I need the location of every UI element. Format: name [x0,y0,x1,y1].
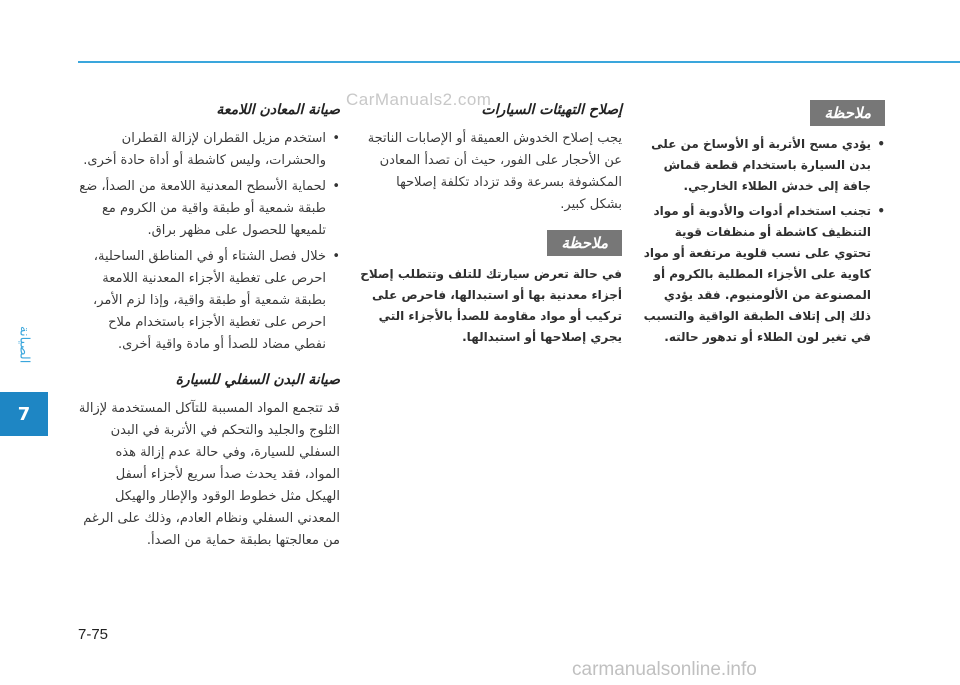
bullet-item: • لحماية الأسطح المعدنية اللامعة من الصدأ، ضع طبقة شمعية أو طبقة واقية من الكروم مع تلميعها للحصول على مظهر براق. [78,176,340,242]
top-divider [78,61,960,63]
side-strip [0,0,48,685]
watermark-bottom: carmanualsonline.info [572,659,757,680]
section-paragraph: يجب إصلاح الخدوش العميقة أو الإصابات الناتجة عن الأحجار على الفور، حيث أن تصدأ المعادن المكشوفة بسرعة وقد تزداد تكلفة إصلاحها بشكل كبير. [367,131,622,212]
section-heading: صيانة المعادن اللامعة [216,102,340,118]
section-heading-2: صيانة البدن السفلي للسيارة [175,372,340,388]
section-heading: إصلاح التهيئات السيارات [481,102,622,118]
side-section-label: الصيانة [16,326,32,364]
left-column [78,100,340,552]
note-text: في حالة تعرض سيارتك للتلف وتتطلب إصلاح أجزاء معدنية بها أو استبدالها، فاحرص على تركيب أو مواد مقاومة للصدأ بالأجزاء التي يجري إصلاحها أو استبدالها. [360,267,622,344]
right-column [640,100,885,352]
bullet-item: • يؤدي مسح الأتربة أو الأوساخ من على بدن السيارة باستخدام قطعة قماش جافة إلى خدش الطلاء الخارجي. [640,134,885,197]
bullet-item: • خلال فصل الشتاء أو في المناطق الساحلية، احرص على تغطية الأجزاء المعدنية اللامعة بطبقة شمعية أو طبقة واقية، وإذا لزم الأمر، احرص على تغطية الأجزاء باستخدام ملاح نفطي مضاد للصدأ أو مادة واقية أخرى. [78,246,340,356]
note-badge: ملاحظة [547,230,622,256]
bullet-item: • تجنب استخدام أدوات والأدوية أو مواد التنظيف كاشطة أو منظفات قوية تحتوي على نسب قلوية مرتفعة أو مواد كاوية على الأجزاء المطلية بالكروم أو المصنوعة من الألومنيوم. فقد يؤدي ذلك إلى إتلاف الطبقة الواقية والتسبب في تغير لون الطلاء أو تدهور حالته. [640,201,885,348]
left-bullet-list [78,128,340,356]
middle-column [360,100,622,348]
chapter-number-tab: 7 [0,392,48,436]
bullet-item: • استخدم مزيل القطران لإزالة القطران والحشرات، وليس كاشطة أو أداة حادة أخرى. [78,128,340,172]
page-number: 7-75 [78,626,109,643]
note-badge: ملاحظة [810,100,885,126]
right-bullet-list [640,134,885,348]
watermark-top: CarManuals2.com [346,90,492,109]
section-paragraph-2: قد تتجمع المواد المسببة للتآكل المستخدمة لإزالة الثلوج والجليد والتحكم في الأتربة في البدن السفلي للسيارة، وفي حالة عدم إزالة هذه المواد، فقد يحدث صدأ سريع لأجزاء أسفل الهيكل مثل خطوط الوقود والإطار والهيكل المعدني السفلي ونظام العادم، وذلك على الرغم من معالجتها بطبقة حماية من الصدأ. [78,401,340,548]
